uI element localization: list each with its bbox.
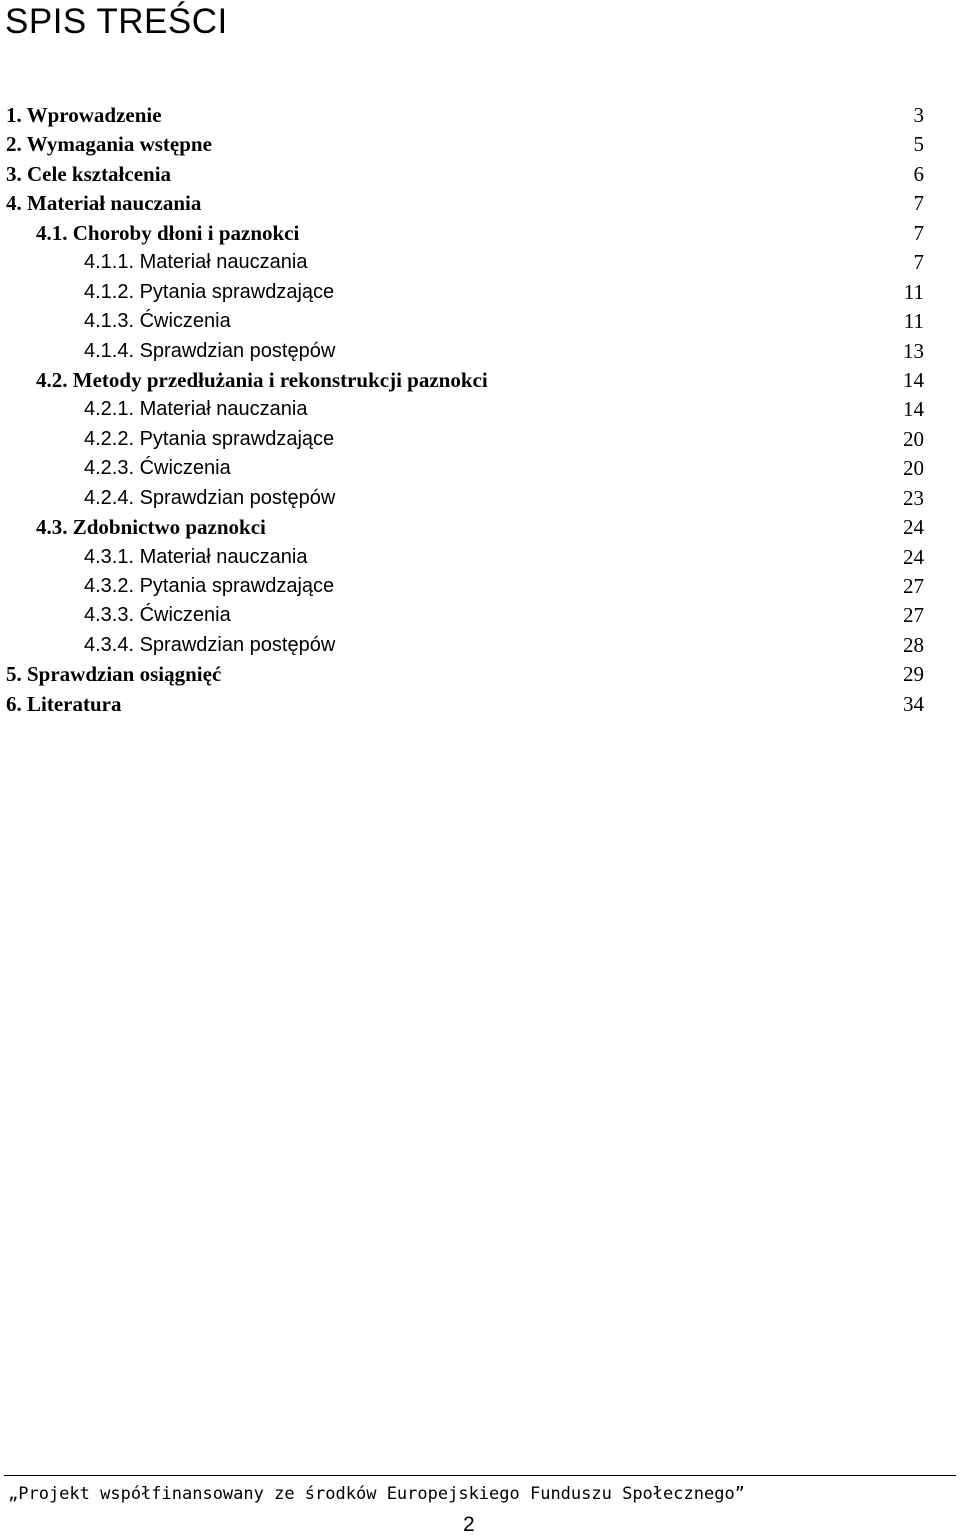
toc-entry [0,571,960,600]
toc-entry-title: 4.2.1. Materiał nauczania [84,398,308,421]
toc-entry [0,159,960,188]
toc-entry-page: 6 [913,161,924,186]
toc-entry-page: 14 [903,397,924,422]
toc-entry-page: 27 [903,574,924,598]
toc-entry [0,630,960,659]
toc-entry [0,453,960,482]
toc-entry-page: 29 [903,662,924,687]
toc-entry [0,365,960,394]
toc-entry-title: 1. Wprowadzenie [6,103,162,127]
toc-entry-page: 20 [903,456,924,481]
toc-entry [0,689,960,718]
toc-entry-page: 24 [903,544,924,569]
toc-entry-page: 11 [903,279,924,304]
toc-entry-title: 2. Wymagania wstępne [6,132,212,157]
toc-entry-page: 27 [903,603,924,628]
toc-entry-page: 23 [903,485,924,510]
toc-entry-title: 4. Materiał nauczania [6,191,202,216]
toc-entry-title: 6. Literatura [6,691,122,716]
toc-entry-page: 5 [913,132,924,157]
toc-entry [0,512,960,541]
toc-entry [0,218,960,247]
toc-entry-page: 11 [903,309,924,334]
footer-divider [4,1475,956,1476]
toc-entry-title: 4.1.3. Ćwiczenia [84,310,231,333]
toc-entry-page: 24 [903,515,924,540]
toc-entry-page: 7 [913,191,924,216]
toc-entry-title: 4.1.4. Sprawdzian postępów [84,339,336,362]
toc-entry [0,129,960,158]
toc-entry-page: 20 [903,426,924,451]
toc-entry-title: 4.2.2. Pytania sprawdzające [84,427,335,450]
toc-entry-page: 7 [913,220,924,245]
toc-entry-title: 4.1. Choroby dłoni i paznokci [36,220,300,245]
toc-entry-title: 4.3.3. Ćwiczenia [84,604,231,627]
toc-entry-title: 4.3. Zdobnictwo paznokci [36,515,266,540]
toc-entry [0,247,960,276]
page-title: SPIS TREŚCI [5,2,228,41]
footer-text: „Projekt współfinansowany ze środków Europejskiego Funduszu Społecznego” [8,1484,745,1504]
toc-entry-page: 14 [903,367,924,392]
toc-entry [0,424,960,453]
toc-entry [0,542,960,571]
toc-entry-title: 4.2.4. Sprawdzian postępów [84,486,336,509]
toc-entry-page: 34 [903,691,924,716]
toc-entry-page: 7 [913,250,924,275]
toc-entry-page: 13 [903,338,924,363]
toc-entry [0,277,960,306]
toc-entry [0,188,960,217]
table-of-contents [0,100,960,718]
toc-entry [0,336,960,365]
toc-entry-page: 3 [913,103,924,127]
toc-entry-title: 4.1.2. Pytania sprawdzające [84,280,335,303]
toc-entry-title: 3. Cele kształcenia [6,161,172,186]
toc-entry-title: 5. Sprawdzian osiągnięć [6,662,222,687]
toc-entry [0,100,960,129]
toc-entry [0,483,960,512]
toc-entry-title: 4.1.1. Materiał nauczania [84,251,308,274]
toc-entry-title: 4.3.1. Materiał nauczania [84,545,308,568]
toc-entry-title: 4.3.2. Pytania sprawdzające [84,575,335,597]
toc-entry [0,394,960,423]
toc-entry-title: 4.3.4. Sprawdzian postępów [84,633,336,656]
toc-entry-title: 4.2.3. Ćwiczenia [84,457,231,480]
toc-entry-title: 4.2. Metody przedłużania i rekonstrukcji paznokci [36,367,488,392]
toc-entry-page: 28 [903,632,924,657]
toc-entry [0,600,960,629]
page-number: 2 [463,1513,475,1536]
toc-entry [0,659,960,688]
toc-entry [0,306,960,335]
